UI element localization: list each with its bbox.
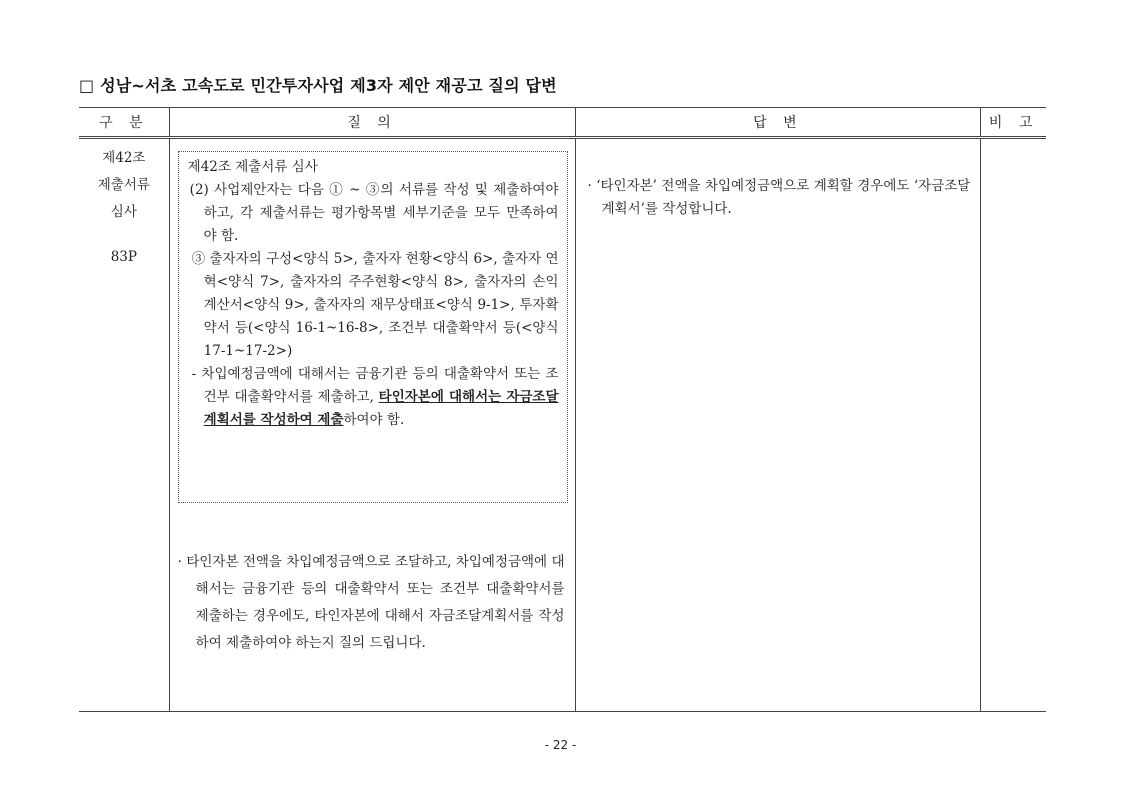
table-row [79, 138, 1046, 712]
rule-sub-tail: 하여야 함. [343, 412, 405, 428]
header-question: 질 의 [169, 108, 575, 138]
category-subject: 제출서류 [97, 177, 150, 193]
rule-sub-plain: - 차입예정금액에 대해서는 금융기관 등의 대출확약서 또는 조건부 대출확약서를 제출하고, [191, 366, 559, 405]
rule-item-3: ③ 출자자의 구성<양식 5>, 출자자 현황<양식 6>, 출자자 연혁<양식 7>, 출자자의 주주현황<양식 8>, 출자자의 손익계산서<양식 9>, 출자자의 재무상태표<양식 9-1>, 투자확약서 등(<양식 16-1~16-8>, 조건부 대출확약서 등(<양식 17-1~17-2>) [191, 251, 559, 359]
category-article: 제42조 [102, 150, 146, 166]
question-text: · 타인자본 전액을 차입예정금액으로 조달하고, 차입예정금액에 대해서는 금융기관 등의 대출확약서 또는 조건부 대출확약서를 제출하는 경우에도, 타인자본에 대해서 자금조달계획서를 작성하여 제출하여야 하는지 질의 드립니다. [177, 554, 565, 651]
note-cell [981, 138, 1046, 712]
rule-sub-emphasis: 타인자본에 대해서는 자금조달계획서를 작성하여 제출 [203, 389, 559, 428]
header-category: 구 분 [79, 108, 169, 138]
document-title: □ 성남~서초 고속도로 민간투자사업 제3자 제안 재공고 질의 답변 [79, 76, 557, 95]
answer-cell [575, 138, 981, 712]
rule-sub-item [188, 363, 559, 432]
table-header-row [79, 108, 1046, 138]
category-cell [79, 138, 169, 712]
qa-table [79, 107, 1046, 712]
rule-title: 제42조 제출서류 심사 [187, 159, 318, 175]
answer-text: · ‘타인자본’ 전액을 차입예정금액으로 계획할 경우에도 ‘자금조달계획서’를 작성합니다. [587, 178, 971, 217]
question-cell [169, 138, 575, 712]
header-note: 비 고 [981, 108, 1046, 138]
page-reference: 83P [110, 249, 137, 265]
header-answer: 답 변 [575, 108, 981, 138]
page-number: - 22 - [544, 738, 577, 752]
category-subject-cont: 심사 [110, 204, 137, 220]
quoted-rule-box [178, 151, 568, 503]
rule-clause-2: (2) 사업제안자는 다음 ① ~ ③의 서류를 작성 및 제출하여야 하고, 각 제출서류는 평가항목별 세부기준을 모두 만족하여야 함. [189, 182, 559, 244]
